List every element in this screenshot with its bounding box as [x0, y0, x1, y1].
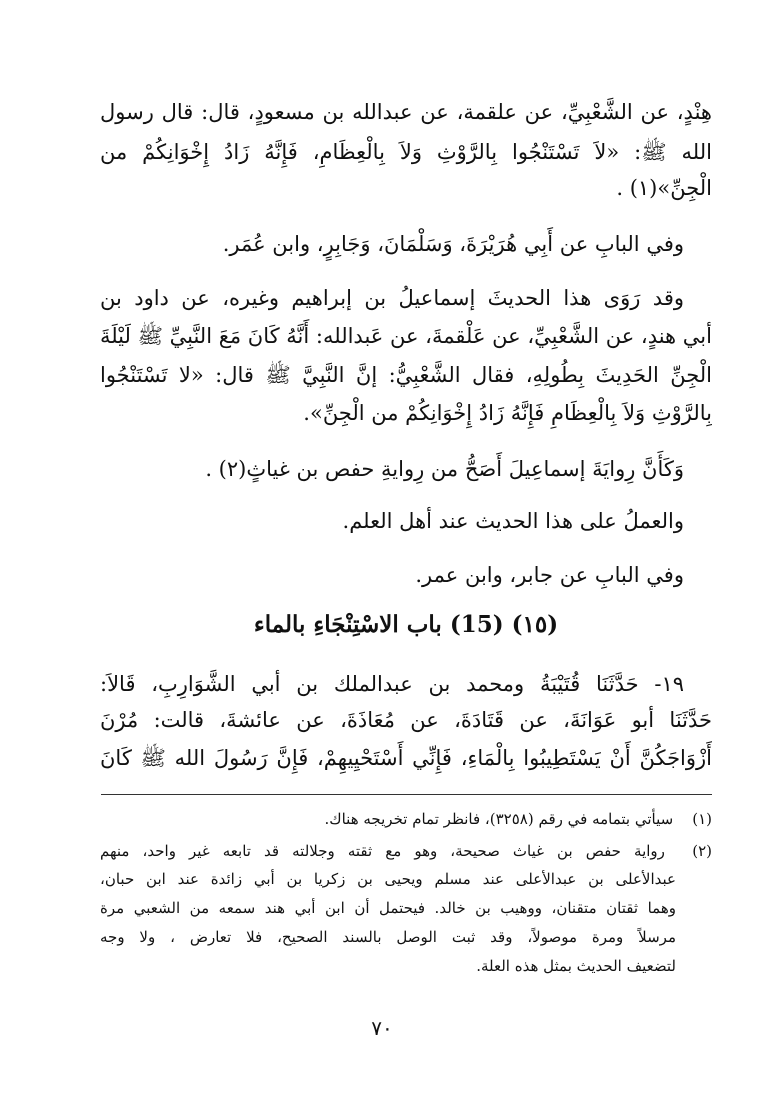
footnote-line: مرسلاً ومرة موصولاً، وقد ثبت الوصل بالسند الصحيح، فلا تعارض ، ولا وجه [100, 928, 676, 946]
footnote-text: رواية حفص بن غياث صحيحة، وهو مع ثقته وجلالته قد تابعه غير واحد، منهم [100, 842, 665, 860]
footnote-number: (١) [692, 810, 712, 828]
footnote-line [100, 806, 712, 833]
text-line: الله ﷺ: «لاَ تَسْتَنْجُوا بِالرَّوْثِ وَلاَ بِالْعِظَامِ، فَإِنَّهُ زَادُ إِخْوَانِكُمْ من [100, 140, 712, 164]
text-line: والعملُ على هذا الحديث عند أهل العلم. [342, 509, 684, 533]
text-line: وَكَأَنَّ رِوايَةَ إسماعِيلَ أَصَحُّ من رِوايةِ حفص بن غياثٍ(٢) . [205, 457, 684, 481]
footnote-line: وهما ثقتان متقنان، ووهيب بن خالد. فيحتمل أن ابن أبي هند سمعه من الشعبي مرة [100, 899, 676, 917]
footnote-divider [101, 794, 712, 795]
page-number: ٧٠ [371, 1016, 393, 1040]
footnote-line: عبدالأعلى بن عبدالأعلى عند مسلم ويحيى بن زكريا بن أبي زائدة عند ابن حبان، [100, 870, 676, 888]
text-line: ١٩- حَدَّثَنَا قُتَيْبَةُ ومحمد بن عبدالملك بن أبي الشَّوَارِبِ، قَالاَ: [100, 672, 684, 696]
text-line: بِالرَّوْثِ وَلاَ بِالْعِظَامِ فَإِنَّهُ زَادُ إِخْوَانِكُمْ من الْجِنِّ». [303, 401, 712, 425]
text-line: وفي البابِ عن أَبِي هُرَيْرَةَ، وَسَلْمَانَ، وَجَابِرٍ، وابن عُمَر. [222, 232, 684, 256]
footnote-number: (٢) [692, 842, 712, 860]
text-line: أَزْوَاجَكُنَّ أَنْ يَسْتَطِيبُوا بِالْمَاءِ، فَإِنِّي أَسْتَحْيِيهِمْ، فَإِنَّ رَسُولَ الله ﷺ كَانَ [100, 746, 712, 770]
text-line: حَدَّثَنَا أبو عَوَانَةَ، عن قَتَادَةَ، عن مُعَاذَةَ، عن عائشةَ، قالت: مُرْنَ [100, 708, 712, 732]
chapter-heading: (١٥) (15) باب الاسْتِنْجَاءِ بالماء [253, 611, 559, 638]
text-line: الْجِنِّ»(١) . [616, 176, 712, 200]
text-line: وفي البابِ عن جابر، وابن عمر. [415, 563, 684, 587]
footnote-text: سيأتي بتمامه في رقم (٣٢٥٨)، فانظر تمام تخريجه هناك. [324, 810, 674, 828]
text-line: وقد رَوَى هذا الحديثَ إسماعيلُ بن إبراهيم وغيره، عن داود بن [100, 286, 684, 310]
text-line: الْجِنِّ الحَدِيثَ بِطُولِهِ، فقال الشَّعْبِيُّ: إنَّ النَّبِيَّ ﷺ قال: «لا تَسْتَنْجُوا [100, 363, 712, 387]
text-line: أبي هندٍ، عن الشَّعْبِيِّ، عن عَلْقمةَ، عن عَبدالله: أَنَّهُ كَانَ مَعَ النَّبِيِّ ﷺ لَيْلَةَ [100, 324, 712, 348]
text-line: هِنْدٍ، عن الشَّعْبِيِّ، عن علقمة، عن عبدالله بن مسعودٍ، قال: قال رسول [100, 100, 712, 124]
footnote-line: لتضعيف الحديث بمثل هذه العلة. [476, 957, 676, 975]
footnote-line [100, 838, 712, 865]
